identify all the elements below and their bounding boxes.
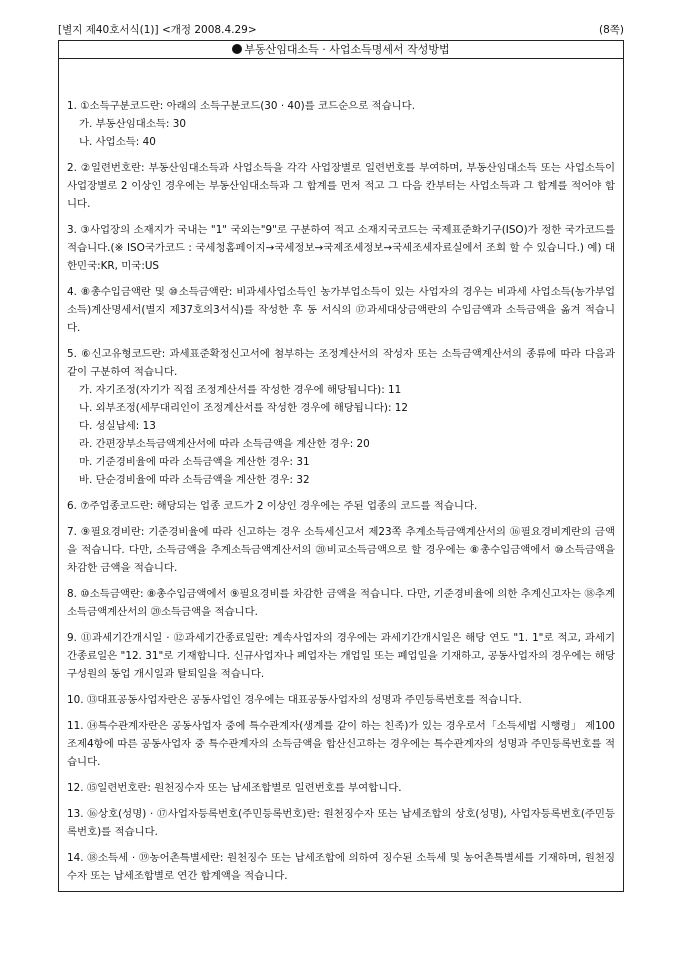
item-number: 2. — [67, 162, 77, 174]
sub-item: 가. 자기조정(자기가 직접 조정계산서를 작성한 경우에 해당됩니다): 11 — [79, 384, 402, 396]
instruction-text — [67, 159, 615, 213]
form-number-label: [별지 제40호서식(1)] <개정 2008.4.29> — [58, 24, 257, 36]
item-text: ⑮일련번호란: 원천징수자 또는 납세조합별로 일련번호를 부여합니다. — [86, 782, 402, 794]
form-header — [58, 22, 624, 38]
item-text: ⑪과세기간개시일 · ⑫과세기간종료일란: 계속사업자의 경우에는 과세기간개시일은 해당 연도 "1. 1"로 적고, 과세기간종료일은 "12. 31"로 기재합니다. 신규사업자나 폐업자는 개업일 또는 폐업일을 기재하고, 공동사업자의 경우에는 해당 구성원의 동업 개시일과 탈퇴일을 적습니다. — [67, 632, 615, 680]
item-number: 5. — [67, 348, 77, 360]
instruction-item — [67, 221, 615, 275]
instruction-item — [67, 805, 615, 841]
item-text: ②일련번호란: 부동산임대소득과 사업소득을 각각 사업장별로 일련번호를 부여하며, 부동산임대소득 또는 사업소득이 사업장별로 2 이상인 경우에는 부동산임대소득과 그 합계를 먼저 적고 그 다음 칸부터는 사업소득과 그 합계를 적어야 합니다. — [67, 162, 615, 210]
instruction-text — [67, 221, 615, 275]
instruction-text — [67, 691, 615, 709]
item-text: ⑨필요경비란: 기준경비율에 따라 신고하는 경우 소득세신고서 제23쪽 추계소득금액계산서의 ⑯필요경비계란의 금액을 적습니다. 다만, 소득금액을 추계소득금액계산서의 ⑳비교소득금액으로 할 경우에는 ⑧총수입금액에서 ⑩소득금액을 차감한 금액을 적습니다. — [67, 526, 615, 574]
sub-item: 마. 기준경비율에 따라 소득금액을 계산한 경우: 31 — [79, 456, 310, 468]
item-number: 12. — [67, 782, 84, 794]
item-text: ⑦주업종코드란: 해당되는 업종 코드가 2 이상인 경우에는 주된 업종의 코드를 적습니다. — [80, 500, 478, 512]
instructions-box — [58, 40, 624, 892]
sub-item: 나. 외부조정(세무대리인이 조정계산서를 작성한 경우에 해당됩니다): 12 — [79, 402, 408, 414]
item-text: ⑱소득세 · ⑲농어촌특별세란: 원천징수 또는 납세조합에 의하여 징수된 소득세 및 농어촌특별세를 기재하며, 원천징수자 또는 납세조합별로 연간 합계액을 적습니다. — [67, 852, 615, 882]
instruction-item — [67, 283, 615, 337]
instruction-item — [67, 523, 615, 577]
instruction-item — [67, 345, 615, 489]
item-text: ①소득구분코드란: 아래의 소득구분코드(30 · 40)를 코드순으로 적습니다. — [80, 100, 415, 112]
item-number: 4. — [67, 286, 77, 298]
instruction-text — [67, 97, 615, 115]
instruction-text — [67, 523, 615, 577]
instruction-text — [67, 345, 615, 381]
item-text: ⑭특수관계자란은 공동사업자 중에 특수관계자(생계를 같이 하는 친족)가 있는 경우로서「소득세법 시행령」 제100조제4항에 따른 공동사업자 중 특수관계자의 소득금액을 합산신고하는 경우에는 특수관계자의 성명과 주민등록번호를 적습니다. — [67, 720, 615, 768]
item-number: 11. — [67, 720, 84, 732]
item-number: 1. — [67, 100, 77, 112]
item-text: ⑥신고유형코드란: 과세표준확정신고서에 첨부하는 조정계산서의 작성자 또는 소득금액계산서의 종류에 따라 다음과 같이 구분하여 적습니다. — [67, 348, 615, 378]
item-number: 9. — [67, 632, 77, 644]
item-number: 8. — [67, 588, 77, 600]
item-number: 3. — [67, 224, 77, 236]
item-number: 13. — [67, 808, 84, 820]
instruction-text — [67, 717, 615, 771]
sub-item: 라. 간편장부소득금액계산서에 따라 소득금액을 계산한 경우: 20 — [79, 438, 370, 450]
instruction-item — [67, 779, 615, 797]
item-number: 6. — [67, 500, 77, 512]
bullet-icon — [232, 44, 242, 54]
instruction-item — [67, 585, 615, 621]
item-text: ⑩소득금액란: ⑧총수입금액에서 ⑨필요경비를 차감한 금액을 적습니다. 다만, 기준경비율에 의한 추계신고자는 ⑱추계소득금액계산서의 ⑳소득금액을 적습니다. — [67, 588, 615, 618]
item-number: 14. — [67, 852, 84, 864]
instruction-item — [67, 849, 615, 885]
instruction-item — [67, 497, 615, 515]
item-number: 10. — [67, 694, 84, 706]
page-title: 부동산임대소득 · 사업소득명세서 작성방법 — [244, 43, 450, 56]
instruction-text — [67, 779, 615, 797]
item-number: 7. — [67, 526, 77, 538]
instruction-item — [67, 629, 615, 683]
sub-item: 가. 부동산임대소득: 30 — [79, 118, 186, 130]
title-bar — [59, 41, 623, 59]
instruction-text — [67, 283, 615, 337]
item-text: ⑯상호(성명) · ⑰사업자등록번호(주민등록번호)란: 원천징수자 또는 납세조합의 상호(성명), 사업자등록번호(주민등록번호)를 적습니다. — [67, 808, 615, 838]
instruction-item — [67, 97, 615, 151]
sub-item: 바. 단순경비율에 따라 소득금액을 계산한 경우: 32 — [79, 474, 310, 486]
instruction-list — [59, 59, 623, 885]
item-text: ⑧총수입금액란 및 ⑩소득금액란: 비과세사업소득인 농가부업소득이 있는 사업자의 경우는 비과세 사업소득(농가부업소득)계산명세서(별지 제37호의3서식)를 작성한 후 동 서식의 ⑰과세대상금액란의 수입금액과 소득금액을 옮겨 적습니다. — [67, 286, 615, 334]
page-number: (8쪽) — [598, 24, 624, 36]
instruction-text — [67, 849, 615, 885]
instruction-item — [67, 717, 615, 771]
item-text: ⑬대표공동사업자란은 공동사업인 경우에는 대표공동사업자의 성명과 주민등록번호를 적습니다. — [86, 694, 522, 706]
instruction-text — [67, 805, 615, 841]
instruction-text — [67, 585, 615, 621]
instruction-text — [67, 497, 615, 515]
item-text: ③사업장의 소재지가 국내는 "1" 국외는"9"로 구분하여 적고 소재지국코드는 국제표준화기구(ISO)가 정한 국가코드를 적습니다.(※ ISO국가코드 : 국세청홈페이지→국세정보→국제조세정보→국세조세자료실에서 조회 할 수 있습니다.) 예) 대한민국:KR, 미국:US — [67, 224, 615, 272]
sub-item: 나. 사업소득: 40 — [79, 136, 156, 148]
sub-item: 다. 성실납세: 13 — [79, 420, 156, 432]
instruction-item — [67, 159, 615, 213]
instruction-text — [67, 629, 615, 683]
instruction-item — [67, 691, 615, 709]
